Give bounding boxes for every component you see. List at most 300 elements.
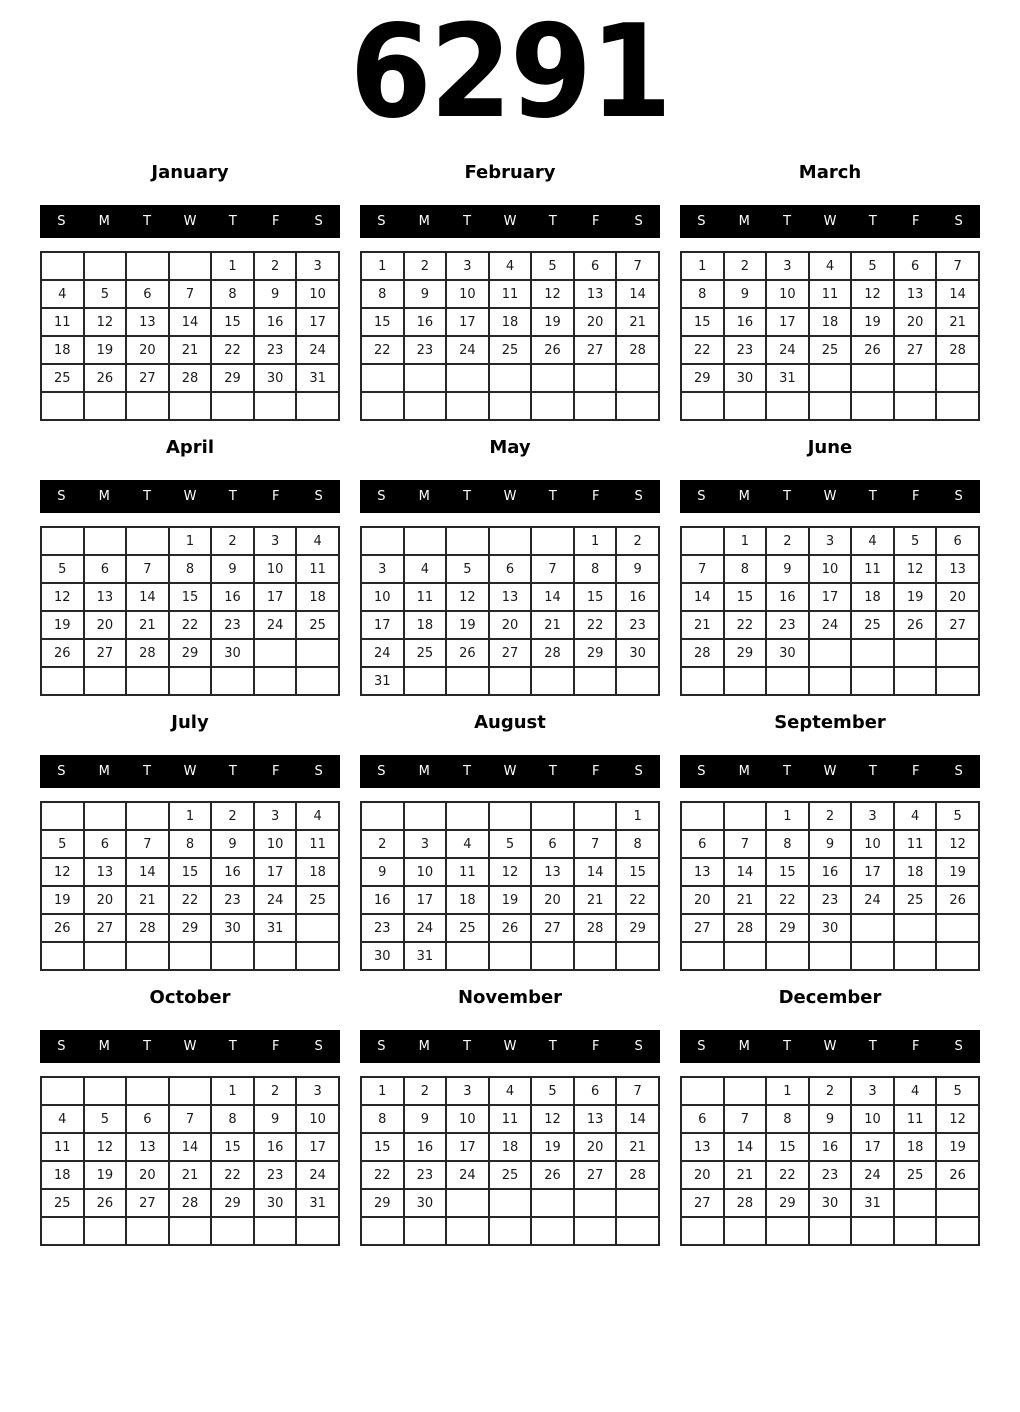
weekday-header-row xyxy=(40,205,340,238)
month-day-grid xyxy=(360,1076,660,1246)
day-cell: 31 xyxy=(851,1189,894,1217)
day-cell: 26 xyxy=(41,639,84,667)
empty-day-cell xyxy=(531,942,574,970)
week-row xyxy=(361,1105,659,1133)
day-cell: 26 xyxy=(531,336,574,364)
weekday-label: T xyxy=(548,1039,557,1055)
day-cell: 14 xyxy=(616,280,659,308)
month-block-january xyxy=(40,162,340,421)
day-cell: 14 xyxy=(169,1133,212,1161)
day-cell: 23 xyxy=(404,1161,447,1189)
weekday-label: T xyxy=(548,764,557,780)
day-cell: 11 xyxy=(894,830,937,858)
week-row xyxy=(681,1189,979,1217)
month-block-july xyxy=(40,712,340,971)
week-row xyxy=(41,802,339,830)
month-block-march xyxy=(680,162,980,421)
week-row xyxy=(41,527,339,555)
day-cell: 12 xyxy=(84,308,127,336)
day-cell: 24 xyxy=(446,336,489,364)
empty-day-cell xyxy=(254,639,297,667)
empty-day-cell xyxy=(809,1217,852,1245)
empty-day-cell xyxy=(41,1077,84,1105)
week-row xyxy=(681,336,979,364)
week-row xyxy=(361,583,659,611)
day-cell: 27 xyxy=(126,1189,169,1217)
day-cell: 14 xyxy=(574,858,617,886)
day-cell: 5 xyxy=(84,1105,127,1133)
day-cell: 11 xyxy=(446,858,489,886)
day-cell: 15 xyxy=(211,1133,254,1161)
empty-day-cell xyxy=(84,802,127,830)
day-cell: 24 xyxy=(296,1161,339,1189)
day-cell: 31 xyxy=(766,364,809,392)
empty-day-cell xyxy=(489,1189,532,1217)
day-cell: 16 xyxy=(254,308,297,336)
empty-day-cell xyxy=(489,1217,532,1245)
week-row xyxy=(41,1217,339,1245)
day-cell: 22 xyxy=(361,1161,404,1189)
empty-day-cell xyxy=(766,392,809,420)
day-cell: 27 xyxy=(681,914,724,942)
month-name: July xyxy=(171,712,209,734)
empty-day-cell xyxy=(894,667,937,695)
day-cell: 21 xyxy=(531,611,574,639)
week-row xyxy=(361,886,659,914)
empty-day-cell xyxy=(84,942,127,970)
weekday-header-row xyxy=(360,480,660,513)
day-cell: 2 xyxy=(254,1077,297,1105)
day-cell: 25 xyxy=(41,1189,84,1217)
month-name: April xyxy=(165,437,215,459)
week-row xyxy=(361,830,659,858)
day-cell: 9 xyxy=(809,830,852,858)
empty-day-cell xyxy=(296,1217,339,1245)
day-cell: 31 xyxy=(296,1189,339,1217)
weekday-label: T xyxy=(143,214,152,230)
empty-day-cell xyxy=(254,942,297,970)
day-cell: 7 xyxy=(681,555,724,583)
empty-day-cell xyxy=(404,1217,447,1245)
day-cell: 19 xyxy=(84,336,127,364)
week-row xyxy=(681,392,979,420)
day-cell: 11 xyxy=(296,555,339,583)
day-cell: 4 xyxy=(851,527,894,555)
day-cell: 18 xyxy=(894,858,937,886)
day-cell: 22 xyxy=(766,1161,809,1189)
empty-day-cell xyxy=(894,392,937,420)
empty-day-cell xyxy=(211,942,254,970)
empty-day-cell xyxy=(41,252,84,280)
day-cell: 14 xyxy=(724,1133,767,1161)
day-cell: 15 xyxy=(361,1133,404,1161)
day-cell: 30 xyxy=(809,1189,852,1217)
day-cell: 9 xyxy=(616,555,659,583)
empty-day-cell xyxy=(446,667,489,695)
day-cell: 28 xyxy=(169,364,212,392)
month-block-february xyxy=(360,162,660,421)
day-cell: 13 xyxy=(574,280,617,308)
day-cell: 10 xyxy=(254,555,297,583)
day-cell: 25 xyxy=(489,336,532,364)
weekday-label: F xyxy=(591,1039,600,1055)
empty-day-cell xyxy=(169,392,212,420)
day-cell: 6 xyxy=(574,252,617,280)
day-cell: 29 xyxy=(766,1189,809,1217)
weekday-label: S xyxy=(377,214,386,230)
day-cell: 10 xyxy=(296,1105,339,1133)
day-cell: 27 xyxy=(681,1189,724,1217)
week-row xyxy=(41,611,339,639)
day-cell: 18 xyxy=(894,1133,937,1161)
weekday-label: T xyxy=(463,214,472,230)
day-cell: 2 xyxy=(404,1077,447,1105)
day-cell: 18 xyxy=(489,1133,532,1161)
weekday-label: W xyxy=(183,489,197,505)
day-cell: 2 xyxy=(211,527,254,555)
day-cell: 8 xyxy=(211,280,254,308)
weekday-label: F xyxy=(271,489,280,505)
day-cell: 8 xyxy=(724,555,767,583)
month-block-may xyxy=(360,437,660,696)
weekday-label: S xyxy=(954,1039,963,1055)
empty-day-cell xyxy=(616,392,659,420)
day-cell: 20 xyxy=(84,886,127,914)
day-cell: 12 xyxy=(936,1105,979,1133)
day-cell: 8 xyxy=(616,830,659,858)
empty-day-cell xyxy=(851,914,894,942)
day-cell: 1 xyxy=(574,527,617,555)
day-cell: 3 xyxy=(809,527,852,555)
day-cell: 9 xyxy=(254,1105,297,1133)
empty-day-cell xyxy=(809,392,852,420)
weekday-label: T xyxy=(548,489,557,505)
month-block-october xyxy=(40,987,340,1246)
empty-day-cell xyxy=(126,527,169,555)
empty-day-cell xyxy=(531,1189,574,1217)
day-cell: 31 xyxy=(404,942,447,970)
day-cell: 14 xyxy=(169,308,212,336)
day-cell: 20 xyxy=(126,336,169,364)
empty-day-cell xyxy=(169,942,212,970)
day-cell: 17 xyxy=(296,1133,339,1161)
day-cell: 30 xyxy=(724,364,767,392)
day-cell: 23 xyxy=(361,914,404,942)
weekday-label: F xyxy=(591,764,600,780)
month-day-grid xyxy=(40,801,340,971)
day-cell: 1 xyxy=(169,527,212,555)
day-cell: 19 xyxy=(936,858,979,886)
day-cell: 20 xyxy=(574,1133,617,1161)
day-cell: 24 xyxy=(404,914,447,942)
day-cell: 20 xyxy=(84,611,127,639)
month-name: March xyxy=(798,162,862,184)
day-cell: 12 xyxy=(84,1133,127,1161)
empty-day-cell xyxy=(126,802,169,830)
day-cell: 24 xyxy=(851,886,894,914)
day-cell: 5 xyxy=(446,555,489,583)
weekday-label: T xyxy=(868,489,877,505)
day-cell: 15 xyxy=(211,308,254,336)
empty-day-cell xyxy=(41,392,84,420)
week-row xyxy=(681,639,979,667)
day-cell: 24 xyxy=(254,611,297,639)
day-cell: 21 xyxy=(616,1133,659,1161)
day-cell: 25 xyxy=(809,336,852,364)
day-cell: 6 xyxy=(126,1105,169,1133)
weekday-label: M xyxy=(98,489,110,505)
day-cell: 21 xyxy=(681,611,724,639)
empty-day-cell xyxy=(681,1217,724,1245)
empty-day-cell xyxy=(724,392,767,420)
month-name: February xyxy=(464,162,556,184)
week-row xyxy=(41,336,339,364)
weekday-label: W xyxy=(823,489,837,505)
weekday-label: W xyxy=(183,214,197,230)
day-cell: 15 xyxy=(724,583,767,611)
week-row xyxy=(41,583,339,611)
day-cell: 26 xyxy=(894,611,937,639)
week-row xyxy=(41,1077,339,1105)
week-row xyxy=(361,942,659,970)
day-cell: 18 xyxy=(851,583,894,611)
day-cell: 16 xyxy=(616,583,659,611)
empty-day-cell xyxy=(126,1217,169,1245)
day-cell: 1 xyxy=(361,252,404,280)
weekday-header-row xyxy=(360,1030,660,1063)
day-cell: 30 xyxy=(404,1189,447,1217)
day-cell: 25 xyxy=(404,639,447,667)
day-cell: 18 xyxy=(296,583,339,611)
week-row xyxy=(361,280,659,308)
day-cell: 1 xyxy=(616,802,659,830)
day-cell: 8 xyxy=(169,555,212,583)
empty-day-cell xyxy=(894,942,937,970)
day-cell: 9 xyxy=(211,555,254,583)
empty-day-cell xyxy=(404,527,447,555)
empty-day-cell xyxy=(851,392,894,420)
weekday-label: S xyxy=(634,489,643,505)
day-cell: 9 xyxy=(404,280,447,308)
day-cell: 29 xyxy=(681,364,724,392)
day-cell: 11 xyxy=(41,1133,84,1161)
day-cell: 7 xyxy=(169,1105,212,1133)
day-cell: 26 xyxy=(936,1161,979,1189)
empty-day-cell xyxy=(616,942,659,970)
weekday-label: T xyxy=(463,489,472,505)
empty-day-cell xyxy=(361,802,404,830)
day-cell: 27 xyxy=(894,336,937,364)
day-cell: 13 xyxy=(681,1133,724,1161)
day-cell: 20 xyxy=(531,886,574,914)
weekday-label: F xyxy=(271,214,280,230)
day-cell: 4 xyxy=(404,555,447,583)
weekday-label: T xyxy=(143,1039,152,1055)
day-cell: 17 xyxy=(254,858,297,886)
empty-day-cell xyxy=(851,364,894,392)
empty-day-cell xyxy=(809,364,852,392)
weekday-label: T xyxy=(463,1039,472,1055)
empty-day-cell xyxy=(894,639,937,667)
weekday-label: T xyxy=(143,489,152,505)
day-cell: 23 xyxy=(809,886,852,914)
empty-day-cell xyxy=(616,364,659,392)
day-cell: 6 xyxy=(936,527,979,555)
empty-day-cell xyxy=(531,527,574,555)
day-cell: 3 xyxy=(361,555,404,583)
weekday-label: M xyxy=(98,764,110,780)
week-row xyxy=(681,1161,979,1189)
week-row xyxy=(41,364,339,392)
weekday-label: T xyxy=(228,489,237,505)
day-cell: 9 xyxy=(766,555,809,583)
month-block-june xyxy=(680,437,980,696)
day-cell: 17 xyxy=(296,308,339,336)
month-block-december xyxy=(680,987,980,1246)
day-cell: 8 xyxy=(681,280,724,308)
day-cell: 11 xyxy=(41,308,84,336)
day-cell: 1 xyxy=(361,1077,404,1105)
empty-day-cell xyxy=(681,667,724,695)
empty-day-cell xyxy=(126,942,169,970)
day-cell: 24 xyxy=(809,611,852,639)
empty-day-cell xyxy=(809,667,852,695)
empty-day-cell xyxy=(681,942,724,970)
empty-day-cell xyxy=(254,667,297,695)
day-cell: 1 xyxy=(211,252,254,280)
month-day-grid xyxy=(680,801,980,971)
day-cell: 29 xyxy=(724,639,767,667)
day-cell: 17 xyxy=(766,308,809,336)
empty-day-cell xyxy=(126,252,169,280)
empty-day-cell xyxy=(404,802,447,830)
day-cell: 17 xyxy=(254,583,297,611)
day-cell: 18 xyxy=(809,308,852,336)
day-cell: 10 xyxy=(404,858,447,886)
weekday-label: F xyxy=(591,214,600,230)
weekday-label: S xyxy=(954,764,963,780)
day-cell: 27 xyxy=(126,364,169,392)
empty-day-cell xyxy=(894,914,937,942)
week-row xyxy=(361,858,659,886)
day-cell: 15 xyxy=(169,858,212,886)
empty-day-cell xyxy=(766,942,809,970)
day-cell: 5 xyxy=(531,252,574,280)
day-cell: 16 xyxy=(404,308,447,336)
week-row xyxy=(41,667,339,695)
week-row xyxy=(681,555,979,583)
weekday-label: F xyxy=(911,764,920,780)
empty-day-cell xyxy=(361,364,404,392)
week-row xyxy=(681,830,979,858)
day-cell: 1 xyxy=(766,802,809,830)
day-cell: 14 xyxy=(681,583,724,611)
month-name: October xyxy=(149,987,231,1009)
day-cell: 2 xyxy=(809,802,852,830)
empty-day-cell xyxy=(169,252,212,280)
empty-day-cell xyxy=(446,802,489,830)
empty-day-cell xyxy=(126,667,169,695)
weekday-label: T xyxy=(548,214,557,230)
day-cell: 3 xyxy=(254,802,297,830)
month-day-grid xyxy=(360,801,660,971)
day-cell: 28 xyxy=(936,336,979,364)
day-cell: 15 xyxy=(681,308,724,336)
week-row xyxy=(361,1077,659,1105)
week-row xyxy=(41,858,339,886)
day-cell: 25 xyxy=(296,886,339,914)
day-cell: 3 xyxy=(296,252,339,280)
day-cell: 26 xyxy=(851,336,894,364)
day-cell: 23 xyxy=(254,1161,297,1189)
day-cell: 25 xyxy=(851,611,894,639)
empty-day-cell xyxy=(616,1189,659,1217)
month-block-april xyxy=(40,437,340,696)
week-row xyxy=(361,639,659,667)
day-cell: 28 xyxy=(126,914,169,942)
day-cell: 3 xyxy=(446,1077,489,1105)
day-cell: 26 xyxy=(84,364,127,392)
day-cell: 12 xyxy=(489,858,532,886)
day-cell: 25 xyxy=(41,364,84,392)
week-row xyxy=(361,1189,659,1217)
day-cell: 21 xyxy=(724,1161,767,1189)
day-cell: 2 xyxy=(211,802,254,830)
day-cell: 16 xyxy=(766,583,809,611)
week-row xyxy=(361,252,659,280)
day-cell: 4 xyxy=(446,830,489,858)
day-cell: 13 xyxy=(126,1133,169,1161)
day-cell: 30 xyxy=(766,639,809,667)
day-cell: 31 xyxy=(254,914,297,942)
weekday-label: T xyxy=(228,764,237,780)
day-cell: 25 xyxy=(894,886,937,914)
day-cell: 25 xyxy=(446,914,489,942)
day-cell: 13 xyxy=(574,1105,617,1133)
empty-day-cell xyxy=(84,252,127,280)
empty-day-cell xyxy=(936,667,979,695)
day-cell: 20 xyxy=(681,886,724,914)
empty-day-cell xyxy=(894,1189,937,1217)
empty-day-cell xyxy=(616,1217,659,1245)
weekday-label: T xyxy=(228,1039,237,1055)
day-cell: 17 xyxy=(404,886,447,914)
empty-day-cell xyxy=(296,392,339,420)
day-cell: 9 xyxy=(404,1105,447,1133)
day-cell: 10 xyxy=(296,280,339,308)
day-cell: 17 xyxy=(361,611,404,639)
day-cell: 8 xyxy=(211,1105,254,1133)
week-row xyxy=(41,555,339,583)
empty-day-cell xyxy=(681,527,724,555)
day-cell: 28 xyxy=(574,914,617,942)
week-row xyxy=(361,1133,659,1161)
day-cell: 12 xyxy=(531,1105,574,1133)
empty-day-cell xyxy=(41,667,84,695)
day-cell: 19 xyxy=(41,886,84,914)
week-row xyxy=(681,858,979,886)
week-row xyxy=(41,252,339,280)
day-cell: 11 xyxy=(489,1105,532,1133)
day-cell: 13 xyxy=(84,583,127,611)
empty-day-cell xyxy=(361,1217,404,1245)
day-cell: 19 xyxy=(531,308,574,336)
week-row xyxy=(41,639,339,667)
empty-day-cell xyxy=(809,639,852,667)
empty-day-cell xyxy=(574,1217,617,1245)
day-cell: 20 xyxy=(936,583,979,611)
day-cell: 8 xyxy=(361,280,404,308)
